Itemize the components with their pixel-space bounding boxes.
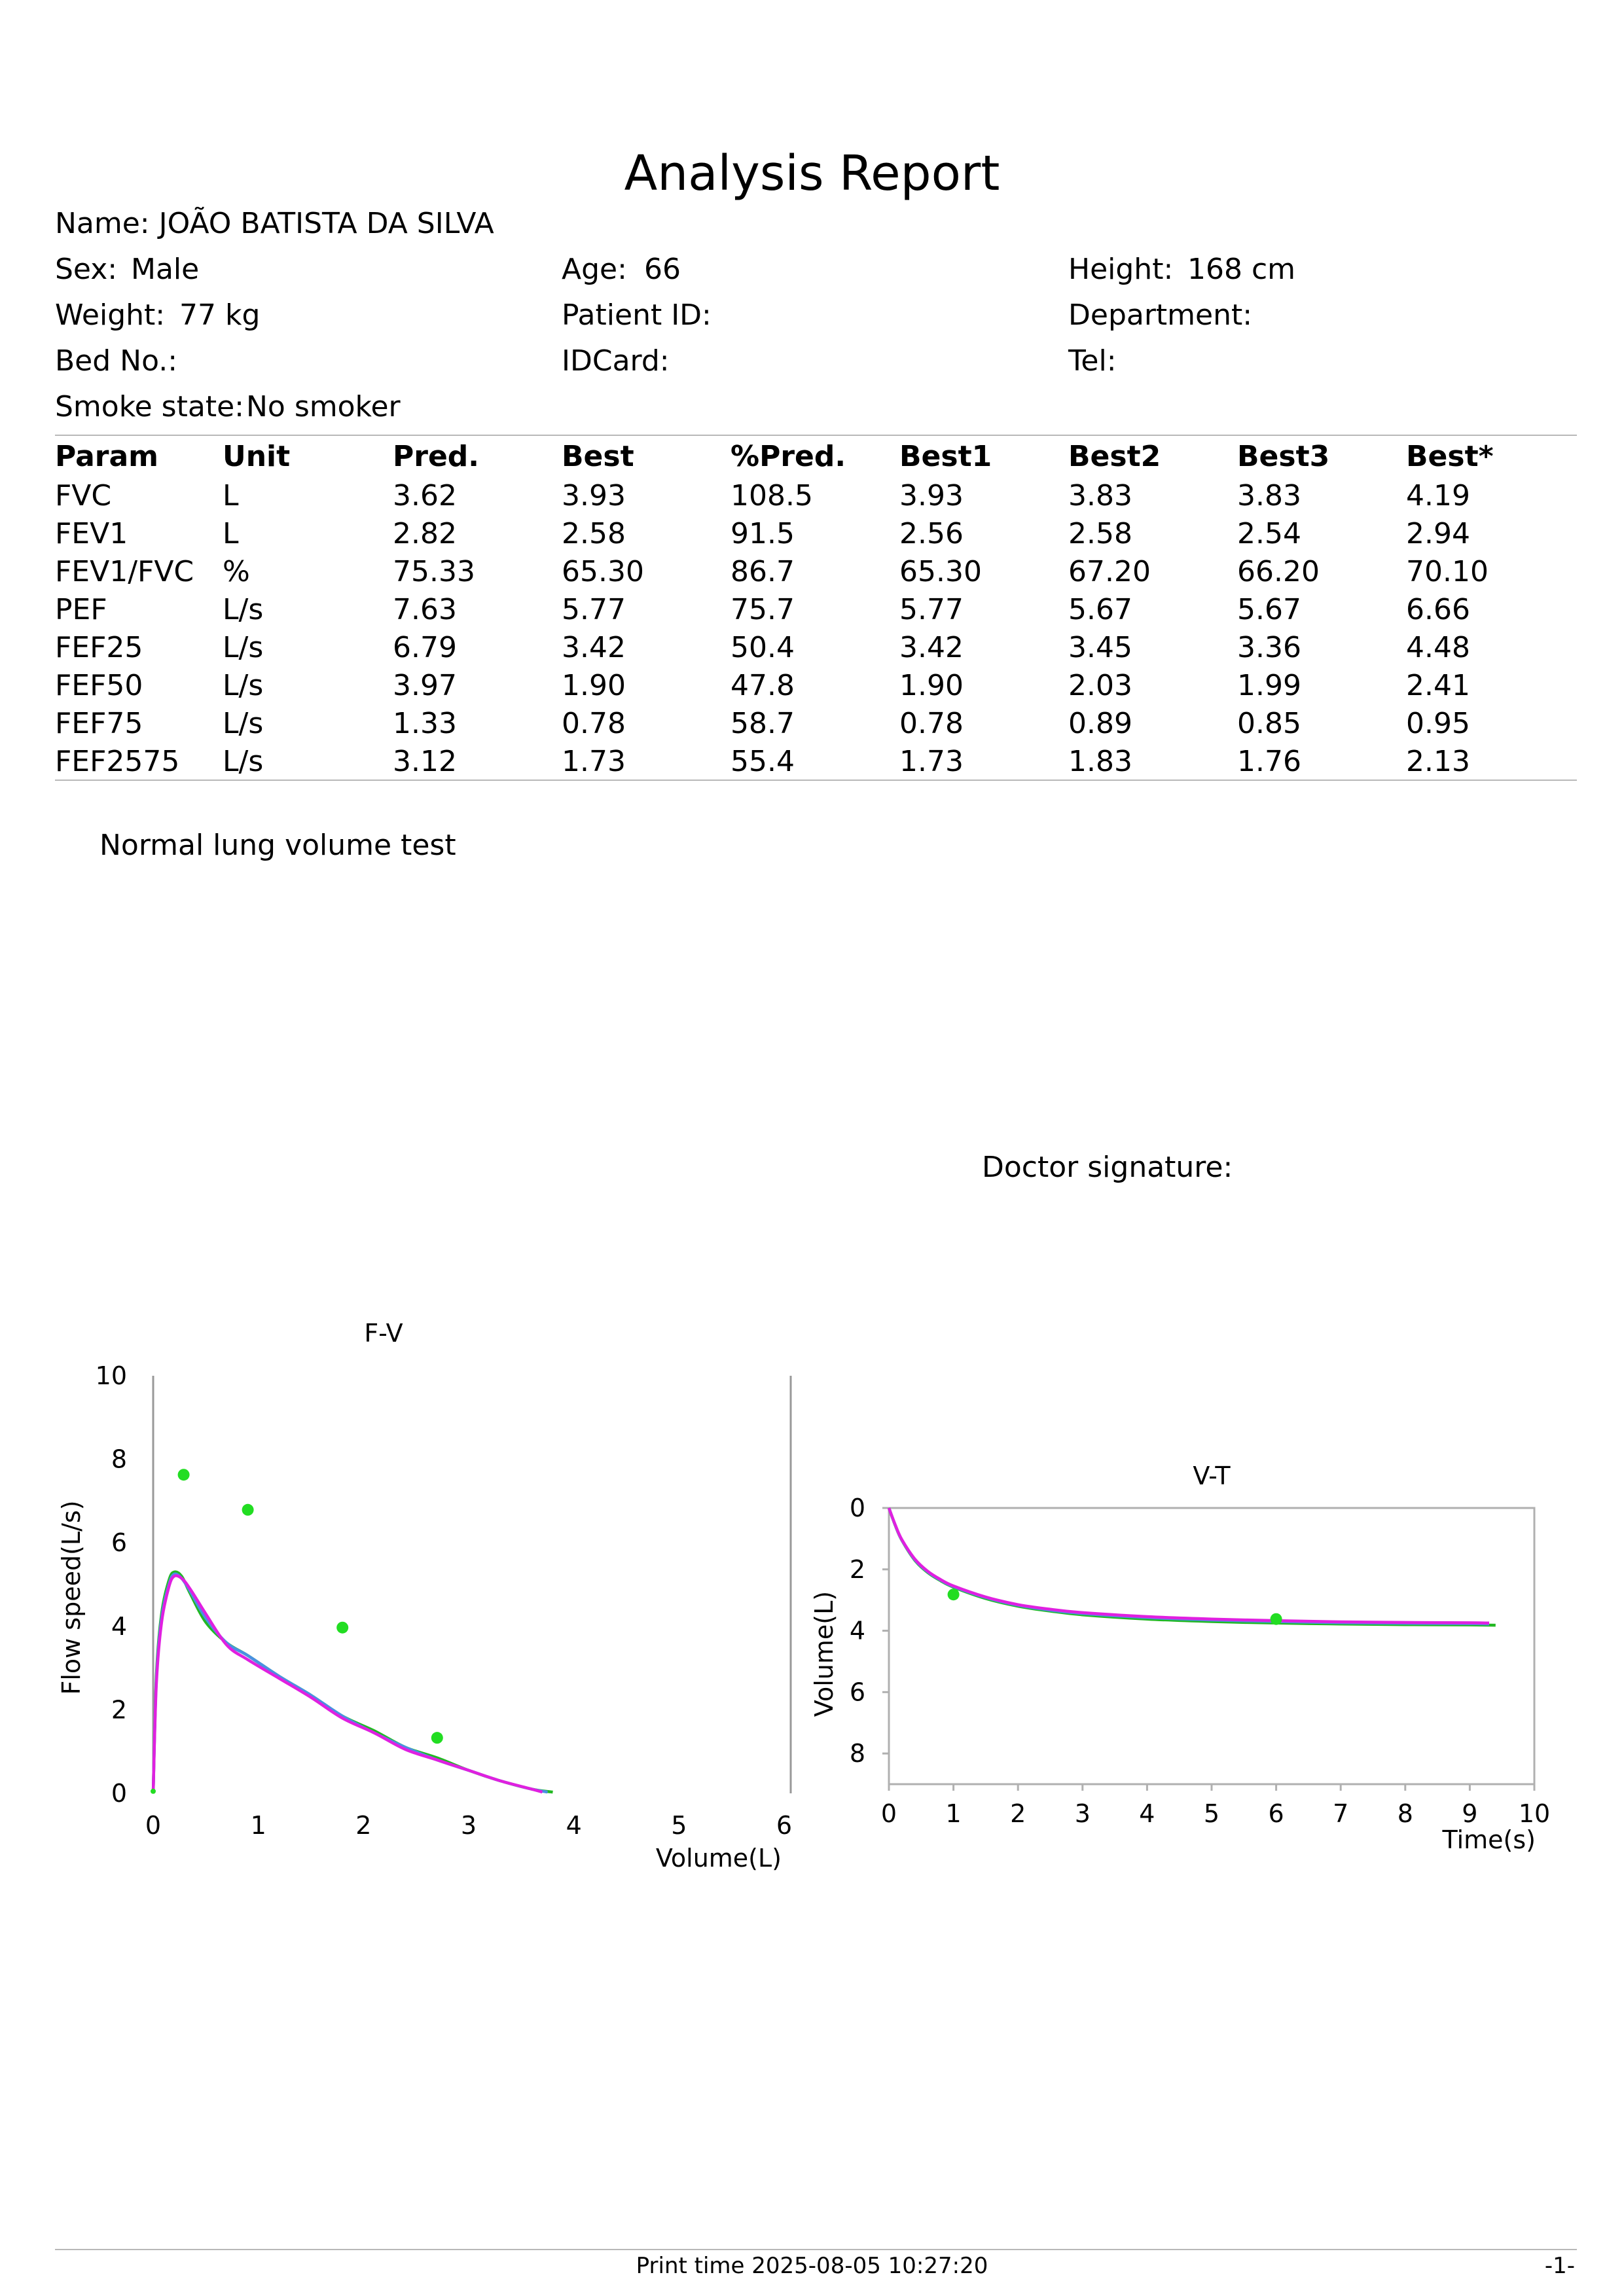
height-label: Height:: [1068, 253, 1174, 286]
sex-value: Male: [131, 253, 200, 286]
table-cell: 2.94: [1406, 517, 1470, 550]
table-cell: 2.03: [1068, 669, 1132, 702]
x-tick-label: 0: [880, 1799, 897, 1828]
table-cell: L/s: [223, 631, 264, 664]
table-cell: 3.62: [393, 479, 457, 512]
table-cell: 0.85: [1237, 707, 1301, 740]
table-cell: 3.83: [1237, 479, 1301, 512]
smoke-value: No smoker: [246, 390, 401, 423]
table-cell: 3.93: [899, 479, 964, 512]
x-tick-label: 5: [1203, 1799, 1220, 1828]
table-cell: 70.10: [1406, 555, 1489, 588]
age-value: 66: [644, 253, 681, 286]
table-cell: 1.90: [899, 669, 964, 702]
table-cell: 50.4: [731, 631, 795, 664]
table-cell: 3.12: [393, 745, 457, 778]
table-cell: 2.82: [393, 517, 457, 550]
table-cell: 58.7: [731, 707, 795, 740]
x-tick-label: 4: [566, 1811, 582, 1840]
y-tick-label: 10: [95, 1361, 127, 1390]
table-cell: 3.83: [1068, 479, 1132, 512]
smoke-label: Smoke state:: [55, 390, 244, 423]
y-tick-label: 6: [111, 1528, 127, 1558]
table-cell: 3.36: [1237, 631, 1301, 664]
page-title: Analysis Report: [624, 145, 1000, 202]
x-tick-label: 5: [671, 1811, 687, 1840]
table-cell: 5.77: [899, 593, 964, 626]
bed-label: Bed No.:: [55, 344, 178, 378]
param-name-cell: FVC: [55, 479, 112, 512]
y-axis-label: Flow speed(L/s): [57, 1500, 86, 1695]
table-cell: 2.54: [1237, 517, 1301, 550]
predicted-marker: [948, 1588, 960, 1600]
y-tick-label: 2: [111, 1695, 127, 1725]
table-cell: 1.83: [1068, 745, 1132, 778]
predicted-marker: [178, 1469, 190, 1480]
x-axis-label: Volume(L): [655, 1844, 782, 1873]
y-axis-label: Volume(L): [810, 1590, 839, 1717]
table-cell: 55.4: [731, 745, 795, 778]
table-cell: 1.99: [1237, 669, 1301, 702]
table-cell: 0.78: [562, 707, 626, 740]
param-name-cell: FEF2575: [55, 745, 180, 778]
x-tick-label: 1: [945, 1799, 962, 1828]
chart-title: F-V: [364, 1319, 403, 1348]
table-cell: 6.79: [393, 631, 457, 664]
print-time: Print time 2025-08-05 10:27:20: [636, 2253, 988, 2279]
age-label: Age:: [562, 253, 627, 286]
y-tick-label: 8: [111, 1444, 127, 1474]
volume-time-chart: [785, 1427, 1610, 1885]
weight-value: 77 kg: [179, 298, 261, 332]
predicted-marker: [242, 1504, 254, 1516]
table-cell: 65.30: [562, 555, 644, 588]
idcard-label: IDCard:: [562, 344, 670, 378]
series-line-trial-blue: [889, 1508, 1489, 1624]
x-tick-label: 6: [776, 1811, 793, 1840]
table-cell: 75.33: [393, 555, 475, 588]
table-cell: 3.45: [1068, 631, 1132, 664]
footer-rule: [55, 2249, 1577, 2250]
patient-name: Name: JOÃO BATISTA DA SILVA: [55, 207, 494, 240]
table-cell: L: [223, 517, 239, 550]
flow-volume-chart: [0, 1296, 812, 1885]
table-header-cell: Best: [562, 440, 634, 473]
table-cell: L: [223, 479, 239, 512]
table-cell: L/s: [223, 707, 264, 740]
table-header-cell: Pred.: [393, 440, 479, 473]
patient-id-label: Patient ID:: [562, 298, 712, 332]
table-header-cell: %Pred.: [731, 440, 846, 473]
table-cell: 7.63: [393, 593, 457, 626]
predicted-marker: [431, 1732, 443, 1744]
table-cell: 66.20: [1237, 555, 1320, 588]
x-tick-label: 0: [145, 1811, 162, 1840]
table-cell: 75.7: [731, 593, 795, 626]
chart-title: V-T: [1193, 1462, 1231, 1490]
table-cell: 108.5: [731, 479, 813, 512]
x-tick-label: 10: [1518, 1799, 1551, 1828]
table-header-cell: Best*: [1406, 440, 1494, 473]
table-cell: 3.42: [899, 631, 964, 664]
x-tick-label: 6: [1268, 1799, 1284, 1828]
x-tick-label: 3: [1074, 1799, 1091, 1828]
x-axis-label: Time(s): [1442, 1825, 1536, 1854]
y-tick-label: 2: [849, 1554, 865, 1584]
table-cell: 2.13: [1406, 745, 1470, 778]
param-name-cell: FEF25: [55, 631, 143, 664]
table-cell: 86.7: [731, 555, 795, 588]
table-cell: 5.77: [562, 593, 626, 626]
doctor-signature-label: Doctor signature:: [982, 1151, 1233, 1184]
table-cell: 0.78: [899, 707, 964, 740]
series-line-trial-magenta: [889, 1508, 1489, 1623]
x-tick-label: 2: [355, 1811, 372, 1840]
x-tick-label: 9: [1462, 1799, 1478, 1828]
series-line-trial-green: [153, 1572, 553, 1793]
table-cell: 0.95: [1406, 707, 1470, 740]
y-tick-label: 4: [111, 1611, 127, 1641]
param-name-cell: PEF: [55, 593, 107, 626]
table-cell: 2.58: [1068, 517, 1132, 550]
table-cell: 2.41: [1406, 669, 1470, 702]
series-line-trial-blue: [153, 1574, 548, 1793]
table-cell: 6.66: [1406, 593, 1470, 626]
series-line-trial-magenta: [153, 1575, 543, 1793]
table-cell: 2.58: [562, 517, 626, 550]
table-cell: 3.93: [562, 479, 626, 512]
table-header-cell: Unit: [223, 440, 291, 473]
tel-label: Tel:: [1068, 344, 1117, 378]
height-value: 168 cm: [1187, 253, 1296, 286]
param-name-cell: FEV1/FVC: [55, 555, 194, 588]
table-cell: L/s: [223, 593, 264, 626]
y-tick-label: 8: [849, 1739, 865, 1768]
table-cell: %: [223, 555, 250, 588]
table-cell: 2.56: [899, 517, 964, 550]
predicted-marker: [1271, 1613, 1282, 1625]
x-tick-label: 3: [460, 1811, 477, 1840]
table-cell: L/s: [223, 745, 264, 778]
predicted-marker: [151, 1789, 156, 1794]
x-tick-label: 2: [1010, 1799, 1026, 1828]
param-name-cell: FEV1: [55, 517, 128, 550]
x-tick-label: 4: [1139, 1799, 1155, 1828]
x-tick-label: 8: [1397, 1799, 1413, 1828]
table-cell: 1.90: [562, 669, 626, 702]
table-cell: 4.19: [1406, 479, 1470, 512]
table-cell: L/s: [223, 669, 264, 702]
table-header-cell: Best3: [1237, 440, 1330, 473]
table-cell: 5.67: [1237, 593, 1301, 626]
table-cell: 1.73: [899, 745, 964, 778]
series-line-trial-green: [889, 1508, 1496, 1625]
predicted-marker: [336, 1622, 348, 1634]
param-name-cell: FEF75: [55, 707, 143, 740]
table-header-cell: Best1: [899, 440, 992, 473]
table-cell: 47.8: [731, 669, 795, 702]
param-name-cell: FEF50: [55, 669, 143, 702]
y-tick-label: 0: [849, 1494, 865, 1522]
table-header-cell: Best2: [1068, 440, 1161, 473]
sex-label: Sex:: [55, 253, 118, 286]
y-tick-label: 0: [111, 1779, 127, 1808]
table-cell: 65.30: [899, 555, 982, 588]
department-label: Department:: [1068, 298, 1253, 332]
table-bottom-rule: [55, 780, 1577, 781]
plot-frame: [889, 1508, 1534, 1784]
table-header-cell: Param: [55, 440, 158, 473]
table-cell: 91.5: [731, 517, 795, 550]
table-cell: 4.48: [1406, 631, 1470, 664]
y-tick-label: 4: [849, 1616, 865, 1645]
table-cell: 0.89: [1068, 707, 1132, 740]
y-tick-label: 6: [849, 1677, 865, 1707]
table-cell: 1.33: [393, 707, 457, 740]
table-cell: 3.42: [562, 631, 626, 664]
table-top-rule: [55, 435, 1577, 436]
table-cell: 1.76: [1237, 745, 1301, 778]
table-cell: 5.67: [1068, 593, 1132, 626]
table-cell: 3.97: [393, 669, 457, 702]
x-tick-label: 1: [250, 1811, 266, 1840]
interpretation-text: Normal lung volume test: [99, 829, 456, 862]
table-cell: 67.20: [1068, 555, 1151, 588]
x-tick-label: 7: [1333, 1799, 1349, 1828]
page-number: -1-: [1544, 2253, 1575, 2279]
table-cell: 1.73: [562, 745, 626, 778]
weight-label: Weight:: [55, 298, 166, 332]
